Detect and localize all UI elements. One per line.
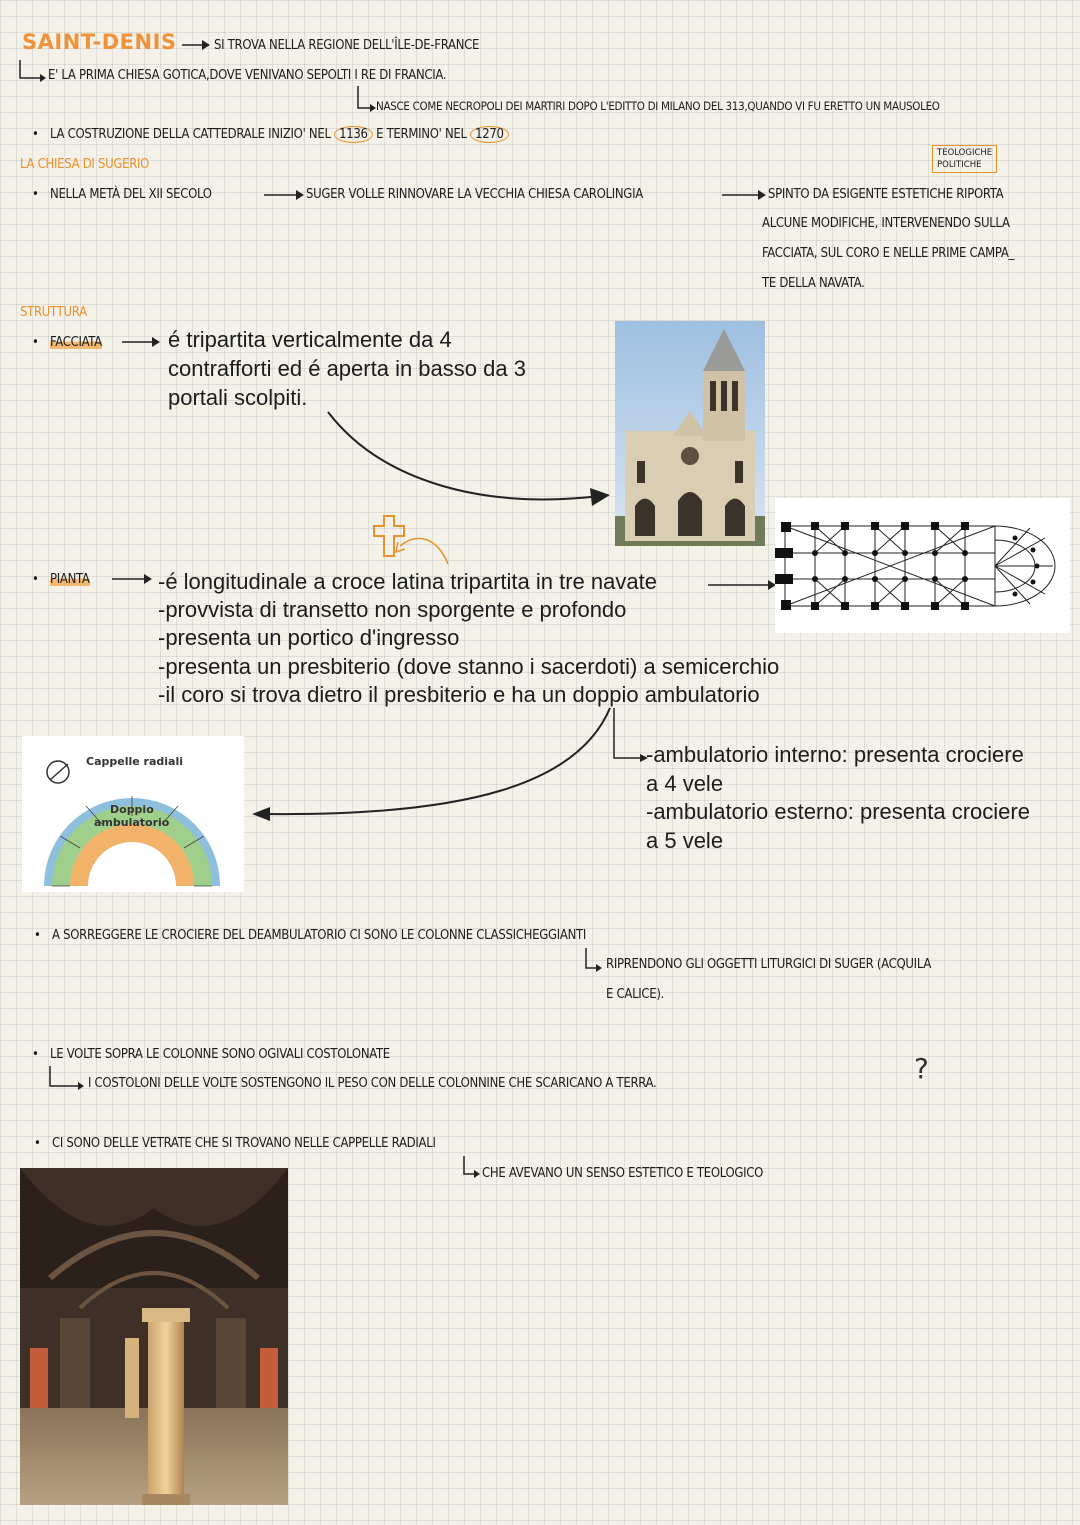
ambulatorio-line-3: -ambulatorio esterno: presenta crociere: [646, 799, 1030, 824]
question-mark: ?: [914, 1052, 929, 1085]
ambulatorio-line-2: a 4 vele: [646, 771, 724, 796]
construction-note: • LA COSTRUZIONE DELLA CATTEDRALE INIZIO' NEL 1136 E TERMINO' NEL 1270: [50, 127, 509, 142]
arrow-right-icon: [120, 335, 162, 349]
pianta-line-2: -provvista di transetto non sporgente e profondo: [158, 597, 627, 622]
facade-photo: [615, 321, 765, 546]
pianta-line-3: -presenta un portico d'ingresso: [158, 625, 460, 650]
pianta-label: • PIANTA: [50, 572, 90, 587]
suger-heading: LA CHIESA DI SUGERIO: [20, 157, 150, 172]
curved-arrow-icon: [320, 400, 620, 520]
suger-line-1a: • NELLA METÀ DEL XII SECOLO: [50, 187, 212, 202]
curved-arrow-icon-2: [248, 704, 618, 824]
branch-arrow-icon-5: [48, 1064, 88, 1094]
suger-line-3: FACCIATA, SUL CORO E NELLE PRIME CAMPA_: [762, 246, 1015, 261]
facciata-line-2: contrafforti ed é aperta in basso da 3: [168, 356, 526, 381]
page-title: SAINT-DENIS: [22, 30, 177, 54]
tags-box: TEOLOGICHE POLITICHE: [932, 145, 997, 173]
ambulatorio-line-1: -ambulatorio interno: presenta crociere: [646, 742, 1024, 767]
year-end: 1270: [470, 126, 509, 143]
interior-photo: [20, 1168, 288, 1505]
facciata-line-1: é tripartita verticalmente da 4: [168, 327, 452, 352]
arrow-right-icon: [180, 38, 212, 52]
arrow-right-icon: [720, 188, 768, 202]
region-note: SI TROVA NELLA REGIONE DELL'ÎLE-DE-FRANCE: [214, 38, 480, 53]
senso-note: CHE AVEVANO UN SENSO ESTETICO E TEOLOGICO: [482, 1166, 764, 1181]
latin-cross-icon: [372, 512, 452, 572]
cappelle-radiali-label: Cappelle radiali: [86, 755, 183, 768]
arrow-right-icon: [110, 572, 154, 586]
ambulatory-diagram: [22, 736, 244, 892]
suger-line-1c: SPINTO DA ESIGENTE ESTETICHE RIPORTA: [768, 187, 1004, 202]
doppio-label: Doppio: [110, 803, 154, 816]
calice-note: E CALICE).: [606, 987, 665, 1002]
suger-line-4: TE DELLA NAVATA.: [762, 276, 865, 291]
branch-arrow-icon: [18, 58, 48, 84]
first-gothic-church-note: E' LA PRIMA CHIESA GOTICA,DOVE VENIVANO SEPOLTI I RE DI FRANCIA.: [48, 68, 447, 83]
arrow-right-icon: [706, 578, 778, 592]
branch-arrow-icon-4: [584, 946, 606, 976]
suger-line-1b: SUGER VOLLE RINNOVARE LA VECCHIA CHIESA CAROLINGIA: [306, 187, 643, 202]
pianta-line-1: -é longitudinale a croce latina tripartita in tre navate: [158, 569, 657, 594]
year-start: 1136: [334, 126, 373, 143]
branch-arrow-icon-6: [462, 1154, 484, 1184]
arrow-right-icon: [262, 188, 306, 202]
ambulatorio-line-4: a 5 vele: [646, 828, 724, 853]
colonne-note: • A SORREGGERE LE CROCIERE DEL DEAMBULATORIO CI SONO LE COLONNE CLASSICHEGGIANTI: [52, 928, 586, 943]
vetrate-note: • CI SONO DELLE VETRATE CHE SI TROVANO NELLE CAPPELLE RADIALI: [52, 1136, 436, 1151]
pianta-line-5: -il coro si trova dietro il presbiterio e ha un doppio ambulatorio: [158, 682, 760, 707]
ambulatorio-label: ambulatorio: [94, 816, 170, 829]
branch-arrow-icon-3: [610, 706, 650, 766]
suger-line-2: ALCUNE MODIFICHE, INTERVENENDO SULLA: [762, 216, 1010, 231]
volte-note: • LE VOLTE SOPRA LE COLONNE SONO OGIVALI COSTOLONATE: [50, 1047, 390, 1062]
floor-plan-image: [775, 498, 1070, 633]
necropolis-note: NASCE COME NECROPOLI DEI MARTIRI DOPO L'EDITTO DI MILANO DEL 313,QUANDO VI FU ERETTO UN MAUSOLEO: [376, 99, 940, 113]
pianta-line-4: -presenta un presbiterio (dove stanno i sacerdoti) a semicerchio: [158, 654, 780, 679]
costoloni-note: I COSTOLONI DELLE VOLTE SOSTENGONO IL PESO CON DELLE COLONNINE CHE SCARICANO A TERRA.: [88, 1076, 657, 1091]
riprendono-note: RIPRENDONO GLI OGGETTI LITURGICI DI SUGER (ACQUILA: [606, 957, 932, 972]
facciata-label: • FACCIATA: [50, 335, 102, 350]
facciata-line-3: portali scolpiti.: [168, 385, 308, 410]
branch-arrow-icon-2: [356, 84, 378, 116]
struttura-heading: STRUTTURA: [20, 305, 87, 320]
